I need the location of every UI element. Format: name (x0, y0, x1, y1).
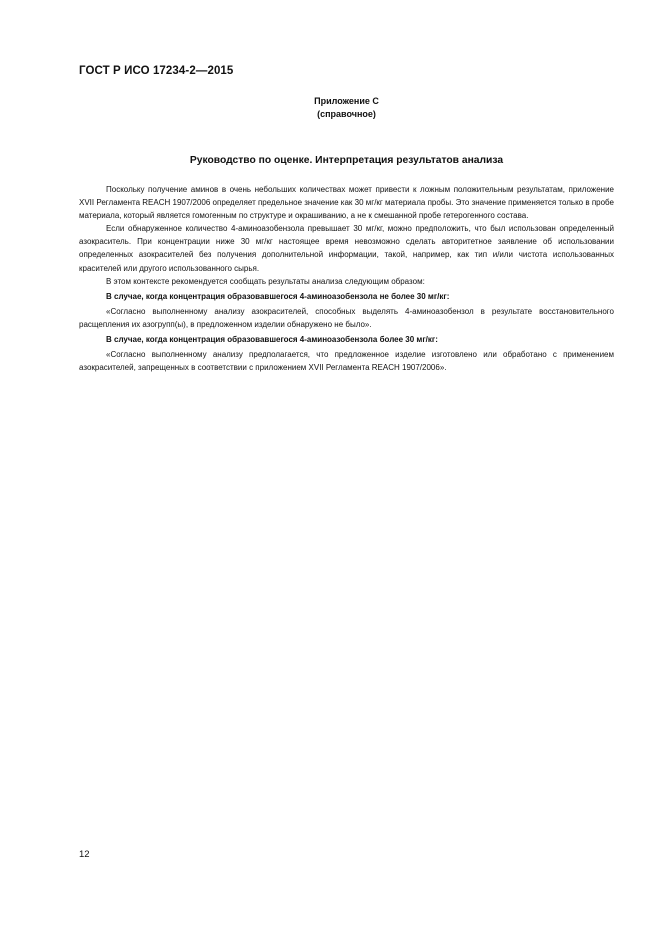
paragraph-limit-value: Поскольку получение аминов в очень небольших количествах может привести к ложным положительным результатам, приложение XVII Регламента REACH 1907/2006 определяет предельное значение как 30 мг/кг материала пробы. Это значение применяется только в пробе материала, который является гомогенным по структуре и окрашиванию, а не к смешанной пробе гетерогенного состава. (79, 185, 614, 221)
section-title: Руководство по оценке. Интерпретация результатов анализа (189, 155, 504, 166)
annex-label: Приложение С (314, 96, 379, 106)
page-number: 12 (79, 849, 90, 860)
paragraph-interpretation: Если обнаруженное количество 4-аминоазобензола превышает 30 мг/кг, можно предположить, что был использован определенный азокраситель. При концентрации ниже 30 мг/кг настоящее время невозможно сделать авторитетное заявление об использовании определенных азокрасителей без получения дополнительной информации, такой, например, как тип и/или чистота использованных красителей или другого использованного сырья. (79, 224, 614, 273)
case-text-below-limit: «Согласно выполненному анализу азокрасителей, способных выделять 4-аминоазобензол в результате восстановительного расщепления их азогрупп(ы), в предложенном изделии обнаружено не было». (79, 306, 614, 329)
case-text-above-limit: «Согласно выполненному анализу предполагается, что предложенное изделие изготовлено или обработано с применением азокрасителей, запрещенных в соответствии с приложением XVII Регламента REACH 1907/2006». (79, 350, 614, 373)
paragraph-reporting-intro: В этом контексте рекомендуется сообщать результаты анализа следующим образом: (106, 276, 425, 286)
annex-type: (справочное) (317, 109, 376, 119)
document-body (79, 183, 614, 374)
standard-designation: ГОСТ Р ИСО 17234-2—2015 (79, 65, 234, 77)
case-heading-above-limit: В случае, когда концентрация образовавшегося 4-аминоазобензола более 30 мг/кг: (106, 335, 438, 345)
annex-heading (0, 95, 661, 121)
case-heading-below-limit: В случае, когда концентрация образовавшегося 4-аминоазобензола не более 30 мг/кг: (106, 291, 450, 301)
